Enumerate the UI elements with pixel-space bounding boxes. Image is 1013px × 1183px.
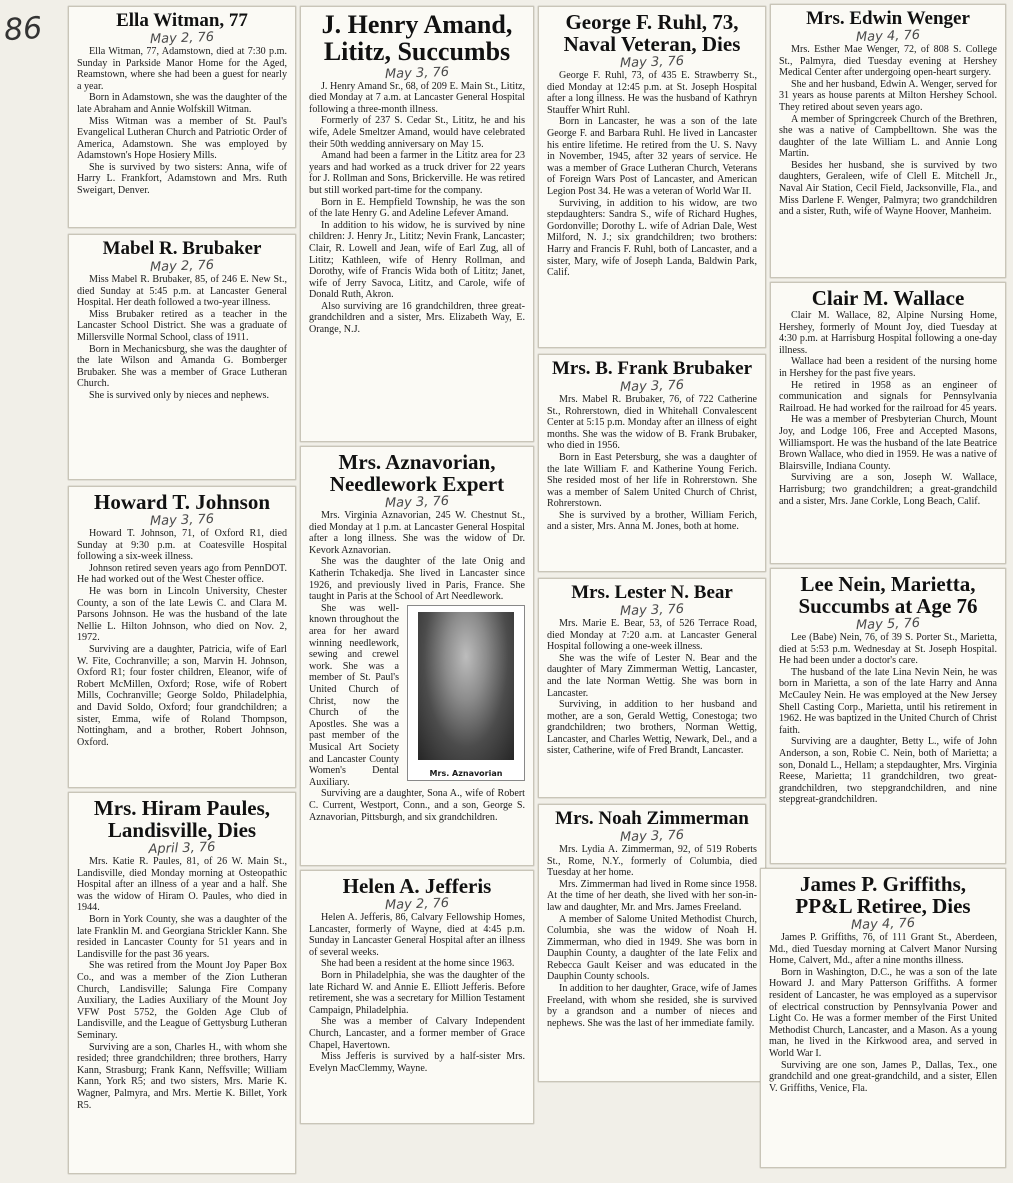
- paragraph: Also surviving are 16 grandchildren, three great-grandchildren and a sister, Mrs. Elizabeth Way, E. Orange, N.J.: [309, 300, 525, 336]
- paragraph: He was born in Lincoln University, Chester County, a son of the late Lewis C. and Clara M. Parsons Johnson. He was the husband of the late Nellie L. Hilton Johnson, who died on Nov. 2, 1972.: [77, 586, 287, 644]
- paragraph: Mrs. Lydia A. Zimmerman, 92, of 519 Roberts St., Rome, N.Y., formerly of Columbia, died Tuesday at her home.: [547, 843, 757, 879]
- headline: James P. Griffiths, PP&L Retiree, Dies: [795, 872, 971, 919]
- paragraph: Helen A. Jefferis, 86, Calvary Fellowship Homes, Lancaster, formerly of Wayne, died at 4:45 p.m. Sunday in Lancaster General Hospital after an illness of several weeks.: [309, 912, 525, 958]
- obituary-helen-jefferis: [300, 870, 534, 1124]
- paragraph: Miss Jefferis is survived by a half-sister Mrs. Evelyn MacClemmy, Wayne.: [309, 1051, 525, 1074]
- paragraph: Surviving, in addition to her husband and mother, are a son, Gerald Wettig, Conestoga; two grandchildren; two brothers, Norman Wettig, Lancaster, and Charles Wettig, Newark, Del., and a sister, Catherine, wife of Fred Brandt, Lancaster.: [547, 699, 757, 757]
- paragraph: Surviving are a daughter, Patricia, wife of Earl W. Fite, Cochranville; a son, Marvin H. Johnson, Oxford R1; four foster children, Eleanor, wife of Robert McMillen, Oxford; Rose, wife of Robert Mills, Cochranville; George Soldo, Philadelphia, and David Soldo, Oxford; four grandchildren; a sister, Emma, wife of Roland Thompson, Nottingham, and a brother, Robert Johnson, Oxford.: [77, 643, 287, 748]
- paragraph: J. Henry Amand Sr., 68, of 209 E. Main St., Lititz, died Monday at 7 a.m. at Lancaster General Hospital following a three-month illness.: [309, 80, 525, 115]
- headline: Mrs. Hiram Paules, Landisville, Dies: [93, 796, 271, 843]
- handwritten-date-note: May 2, 76: [384, 895, 450, 914]
- handwritten-date-note: May 3, 76: [619, 377, 685, 396]
- paragraph: In addition to his widow, he is survived by nine children: J. Henry Jr., Lititz; Nevin Frank, Lancaster; Clair, R. Lowell and Jean, wife of Earl Zug, all of Lititz; Kathleen, wife of Henry Rollman, and Dorothy, wife of Francis Wida both of Lititz; Janet, wife of Jerry Savoca, Lititz, and Carole, wife of Donald Ruth, Akron.: [309, 219, 525, 301]
- headline: Clair M. Wallace: [811, 286, 965, 310]
- headline: J. Henry Amand, Lititz, Succumbs: [321, 10, 513, 67]
- obituary-lester-bear: [538, 578, 766, 798]
- headline: Mrs. Aznavorian, Needlework Expert: [329, 450, 505, 497]
- paragraph: Surviving are a daughter, Betty L., wife of John Anderson, a son, Robie C. Nein, both of Marietta; a son, Donald L., Hellam; a stepdaughter, Mrs. Virginia Reese, Marietta; 11 grandchildren, two great-grandchildren, two stepgrandchildren, and nine stepgreat-grandchildren.: [779, 736, 997, 806]
- paragraph: Surviving are a son, Charles H., with whom she resided; three grandchildren; three brothers, Harry Kann, Strasburg; Frank Kann, Neffsville; William Kann, York R5; and two sisters, Mrs. Marie K. Wagner, Palmyra, and Mrs. Mertie K. Billet, York R5.: [77, 1041, 287, 1111]
- paragraph: Surviving are a daughter, Sona A., wife of Robert C. Current, Westport, Conn., and a son, George S. Aznavorian, Pittsburgh, and six grandchildren.: [309, 788, 525, 823]
- paragraph: She had been a resident at the home since 1963.: [321, 958, 515, 970]
- paragraph: She was the wife of Lester N. Bear and the daughter of Mary Zimmerman Wettig, Lancaster, and the late Norman Wettig. She was born in Lancaster.: [547, 652, 757, 699]
- paragraph: Johnson retired seven years ago from PennDOT. He had worked out of the West Chester office.: [77, 562, 287, 586]
- handwritten-date-note: May 4, 76: [850, 915, 916, 934]
- paragraph: A member of Salome United Methodist Church, Columbia, she was the widow of Noah H. Zimmerman, who died in 1949. She was born in Dauphin County, a daughter of the late Felix and Rebecca Gault Keiser and was educated in the Dauphin County schools.: [547, 913, 757, 983]
- obituary-katie-paules: [68, 792, 296, 1174]
- paragraph: Mrs. Katie R. Paules, 81, of 26 W. Main St., Landisville, died Monday morning at Osteopathic Hospital after an illness of a year and a half. She was the widow of Hiram O. Paules, who died in 1944.: [77, 856, 287, 914]
- handwritten-date-note: May 3, 76: [619, 827, 685, 846]
- paragraph: Born in Mechanicsburg, she was the daughter of the late Wilson and Amanda G. Bomberger Brubaker. She was a member of Grace Lutheran Church.: [77, 343, 287, 390]
- headline: Lee Nein, Marietta, Succumbs at Age 76: [798, 572, 978, 619]
- handwritten-date-note: April 3, 76: [148, 839, 216, 858]
- paragraph: Mrs. Marie E. Bear, 53, of 526 Terrace Road, died Monday at 7:20 a.m. at Lancaster General Hospital following a one-week illness.: [547, 617, 757, 653]
- obituary-clair-wallace: [770, 282, 1006, 564]
- paragraph: She is survived by two sisters: Anna, wife of Harry L. Frankfort, Adamstown and Mrs. Ruth Sweigart, Denver.: [77, 161, 287, 197]
- paragraph: She was retired from the Mount Joy Paper Box Co., and was a member of the Zion Lutheran Church, Landisville; Salunga Fire Company Auxiliary, the Ladies Auxiliary of the Mount Joy VFW Post 5752, the Golden Age Club of Landisville, and the League of Gettysburg Lutheran Seminary.: [77, 960, 287, 1041]
- obituary-james-griffiths: [760, 868, 1006, 1168]
- paragraph: Formerly of 237 S. Cedar St., Lititz, he and his wife, Adele Smeltzer Amand, would have celebrated their 50th wedding anniversary on May 15.: [309, 115, 525, 150]
- paragraph: She was the daughter of the late Onig and Katherin Tchakedja. She lived in Lancaster since 1926, and previously lived in Paris, France. She taught in Paris at the School of Art Needlework.: [309, 556, 525, 603]
- paragraph: Born in Washington, D.C., he was a son of the late Howard J. and Mary Patterson Griffiths. A former resident of Lancaster, he was employed as a supervisor of electrical construction by Pennsylvania Power and Light Co. He was a former member of the First United Methodist Church, Lancaster, and a Mason. As a young man, he lived in the Kirkwood area, and served in World War I.: [769, 966, 997, 1060]
- handwritten-date-note: May 3, 76: [619, 53, 685, 72]
- headline: Mrs. Edwin Wenger: [806, 8, 970, 29]
- paragraph: James P. Griffiths, 76, of 111 Grant St., Aberdeen, Md., died Tuesday morning at Calvert Manor Nursing Home, Calvert, Md., after a nine months illness.: [769, 932, 997, 967]
- paragraph: Mrs. Virginia Aznavorian, 245 W. Chestnut St., died Monday at 1 p.m. at Lancaster General Hospital after a long illness. She was the widow of Dr. Kevork Aznavorian.: [309, 510, 525, 556]
- paragraph: A member of Springcreek Church of the Brethren, she was a native of Campbelltown. She was the daughter of the late William L. and Annie Long Martin.: [779, 113, 997, 160]
- headline: Ella Witman, 77: [116, 10, 248, 31]
- paragraph: She is survived by a brother, William Ferich, and a sister, Mrs. Anna M. Jones, both at home.: [547, 509, 757, 533]
- obituary-virginia-aznavorian: [300, 446, 534, 866]
- headline: Mrs. Noah Zimmerman: [555, 808, 749, 829]
- paragraph: Mrs. Esther Mae Wenger, 72, of 808 S. College St., Palmyra, died Tuesday evening at Hershey Medical Center after undergoing open-heart surgery.: [779, 43, 997, 79]
- paragraph: Mrs. Zimmerman had lived in Rome since 1958. At the time of her death, she lived with her son-in-law and daughter, Mr. and Mrs. James Freeland.: [547, 878, 757, 913]
- paragraph: Surviving are a son, Joseph W. Wallace, Harrisburg; two grandchildren; a great-grandchild and a sister, Mrs. Jane Corkle, Long Beach, Calif.: [779, 472, 997, 507]
- obituary-mabel-brubaker: [68, 234, 296, 480]
- obituary-b-frank-brubaker: [538, 354, 766, 572]
- paragraph: She is survived only by nieces and nephews.: [89, 389, 269, 401]
- portrait-photo: [407, 605, 525, 781]
- paragraph: He was a member of Presbyterian Church, Mount Joy, and Lodge 106, Free and Accepted Masons, Williamsport. He was the husband of the late Beatrice Brown Wallace, who died in 1959. He was a native of Blairsville, Indiana County.: [779, 414, 997, 472]
- obituary-george-ruhl: [538, 6, 766, 348]
- headline: Mrs. B. Frank Brubaker: [551, 358, 753, 379]
- paragraph: Born in Adamstown, she was the daughter of the late Abraham and Annie Wolfskill Witman.: [77, 92, 287, 115]
- paragraph: Mrs. Mabel R. Brubaker, 76, of 722 Catherine St., Rohrerstown, died in Whitehall Convalescent Center at 5:15 p.m. Monday after an illness of eight months. She was the widow of B. Frank Brubaker, who died in 1956.: [547, 393, 757, 452]
- headline: Howard T. Johnson: [93, 490, 271, 514]
- page-number: 86: [2, 10, 44, 49]
- obituary-edwin-wenger: [770, 4, 1006, 278]
- handwritten-date-note: May 3, 76: [619, 601, 685, 620]
- handwritten-date-note: May 2, 76: [149, 29, 215, 48]
- handwritten-date-note: May 3, 76: [149, 511, 215, 530]
- paragraph: Born in Lancaster, he was a son of the late George F. and Barbara Ruhl. He lived in Lancaster his entire lifetime. He retired from the U. S. Navy in November, 1945, after 32 years of service. He was a member of Grace Lutheran Church, Veterans of Foreign Wars Post of Lancaster, and American Legion Post 34. He was a veteran of World War II.: [547, 116, 757, 198]
- handwritten-date-note: May 5, 76: [855, 615, 921, 634]
- paragraph: George F. Ruhl, 73, of 435 E. Strawberry St., died Monday at 12:45 p.m. at St. Joseph Hospital after a long illness. He was the husband of Kathryn Stauffer Whirt Ruhl.: [547, 70, 757, 116]
- paragraph: Miss Witman was a member of St. Paul's Evangelical Lutheran Church and Patriotic Order of America, Adamstown. She was employed by Adamstown's Hope Hosiery Mills.: [77, 115, 287, 162]
- paragraph: He retired in 1958 as an engineer of communication and signals for Pennsylvania Railroad. He had worked for the railroad for 45 years.: [779, 379, 997, 414]
- obituary-ella-witman: [68, 6, 296, 228]
- headline: Mrs. Lester N. Bear: [571, 582, 733, 603]
- paragraph: Ella Witman, 77, Adamstown, died at 7:30 p.m. Sunday in Parkside Manor Home for the Aged, Reamstown, where she had been a guest for nearly a year.: [77, 45, 287, 92]
- headline: George F. Ruhl, 73, Naval Veteran, Dies: [563, 10, 741, 57]
- paragraph: Born in York County, she was a daughter of the late Franklin M. and Georgiana Strickler Kann. She resided in Lancaster County for 51 years and in Landisville for the past 36 years.: [77, 914, 287, 960]
- paragraph: Clair M. Wallace, 82, Alpine Nursing Home, Hershey, formerly of Mount Joy, died Tuesday at 4:30 p.m. at Harrisburg Hospital following a one-day illness.: [779, 310, 997, 356]
- photo-caption: Mrs. Aznavorian: [429, 768, 503, 778]
- paragraph: Besides her husband, she is survived by two daughters, Geraleen, wife of Clell E. Mitchell Jr., Naval Air Station, Cecil Field, Jacksonville, Fla., and Miss Darlene F. Wenger, Palmyra; two grandchildren and a sister, Ruth, wife of Wayne Hoover, Manheim.: [779, 159, 997, 218]
- headline: Mabel R. Brubaker: [102, 238, 262, 259]
- paragraph: Amand had been a farmer in the Lititz area for 23 years and had worked as a truck driver for 22 years for J. Rollman and Sons, Brickerville. He was retired but still worked part-time for the company.: [309, 150, 525, 196]
- obituary-lee-nein: [770, 568, 1006, 864]
- paragraph: The husband of the late Lina Nevin Nein, he was born in Marietta, a son of the late Harry and Anna McCauley Nein. He was employed at the New Jersey Shell Casting Corp., Marietta, until his retirement in 1962. He was baptized in the United Church of Christ faith.: [779, 666, 997, 736]
- handwritten-date-note: May 3, 76: [384, 493, 450, 512]
- obituary-howard-johnson: [68, 486, 296, 788]
- headline: Helen A. Jefferis: [342, 874, 492, 898]
- paragraph: She was well-known throughout the area for her award winning needlework, sewing and crewel work. She was a member of St. Paul's United Church of Christ, now the Church of the Apostles. She was a past member of the Musical Art Society and Lancaster County Women's Dental Auxiliary.: [309, 602, 399, 788]
- paragraph: Lee (Babe) Nein, 76, of 39 S. Porter St., Marietta, died at 5:53 p.m. Wednesday at St. Joseph Hospital. He had been under a doctor's care.: [779, 632, 997, 667]
- handwritten-date-note: May 4, 76: [855, 27, 921, 46]
- obituary-noah-zimmerman: [538, 804, 766, 1082]
- paragraph: Miss Mabel R. Brubaker, 85, of 246 E. New St., died Sunday at 5:45 p.m. at Lancaster General Hospital. Her death followed a two-year illness.: [77, 273, 287, 309]
- paragraph: Born in East Petersburg, she was a daughter of the late William F. and Katherine Young Ferich. She resided most of her life in Rohrerstown. She was a member of Salem United Church of Christ, Rohrerstown.: [547, 451, 757, 510]
- paragraph: Born in Philadelphia, she was the daughter of the late Richard W. and Annie E. Elliott Jefferis. Before retirement, she was a secretary for Million Testament Campaign, Philadelphia.: [309, 970, 525, 1016]
- portrait-image: [418, 612, 514, 760]
- handwritten-date-note: May 3, 76: [384, 64, 450, 82]
- paragraph: Howard T. Johnson, 71, of Oxford R1, died Sunday at 9:30 p.m. at Coatesville Hospital following a six-week illness.: [77, 528, 287, 563]
- paragraph: She and her husband, Edwin A. Wenger, served for 31 years as house parents at Milton Hershey School. They retired about seven years ago.: [779, 78, 997, 113]
- paragraph: Born in E. Hempfield Township, he was the son of the late Henry G. and Adeline Lefever Amand.: [309, 196, 525, 220]
- paragraph: In addition to her daughter, Grace, wife of James Freeland, with whom she resided, she is survived by a grandson and a number of nieces and nephews. She was the last of her immediate family.: [547, 983, 757, 1029]
- paragraph: Wallace had been a resident of the nursing home in Hershey for the past five years.: [779, 356, 997, 380]
- paragraph: Surviving are one son, James P., Dallas, Tex., one grandchild and one great-grandchild, and a sister, Ellen V. Griffiths, Venice, Fla.: [769, 1059, 997, 1094]
- paragraph: She was a member of Calvary Independent Church, Lancaster, and a former member of Grace Chapel, Havertown.: [309, 1016, 525, 1051]
- paragraph: Surviving, in addition to his widow, are two stepdaughters: Sandra S., wife of Richard Hughes, Gordonville; Dorothy L. wife of Adrian Dale, West Milford, N. J.; six grandchildren; two brothers: Harry and Francis F. Ruhl, both of Lancaster, and a sister, Mary, wife of Joseph Landa, Baldwin Park, Calif.: [547, 197, 757, 279]
- handwritten-date-note: May 2, 76: [149, 257, 215, 276]
- paragraph: Miss Brubaker retired as a teacher in the Lancaster School District. She was a graduate of Millersville Normal School, class of 1911.: [77, 308, 287, 343]
- obituary-henry-amand: [300, 6, 534, 442]
